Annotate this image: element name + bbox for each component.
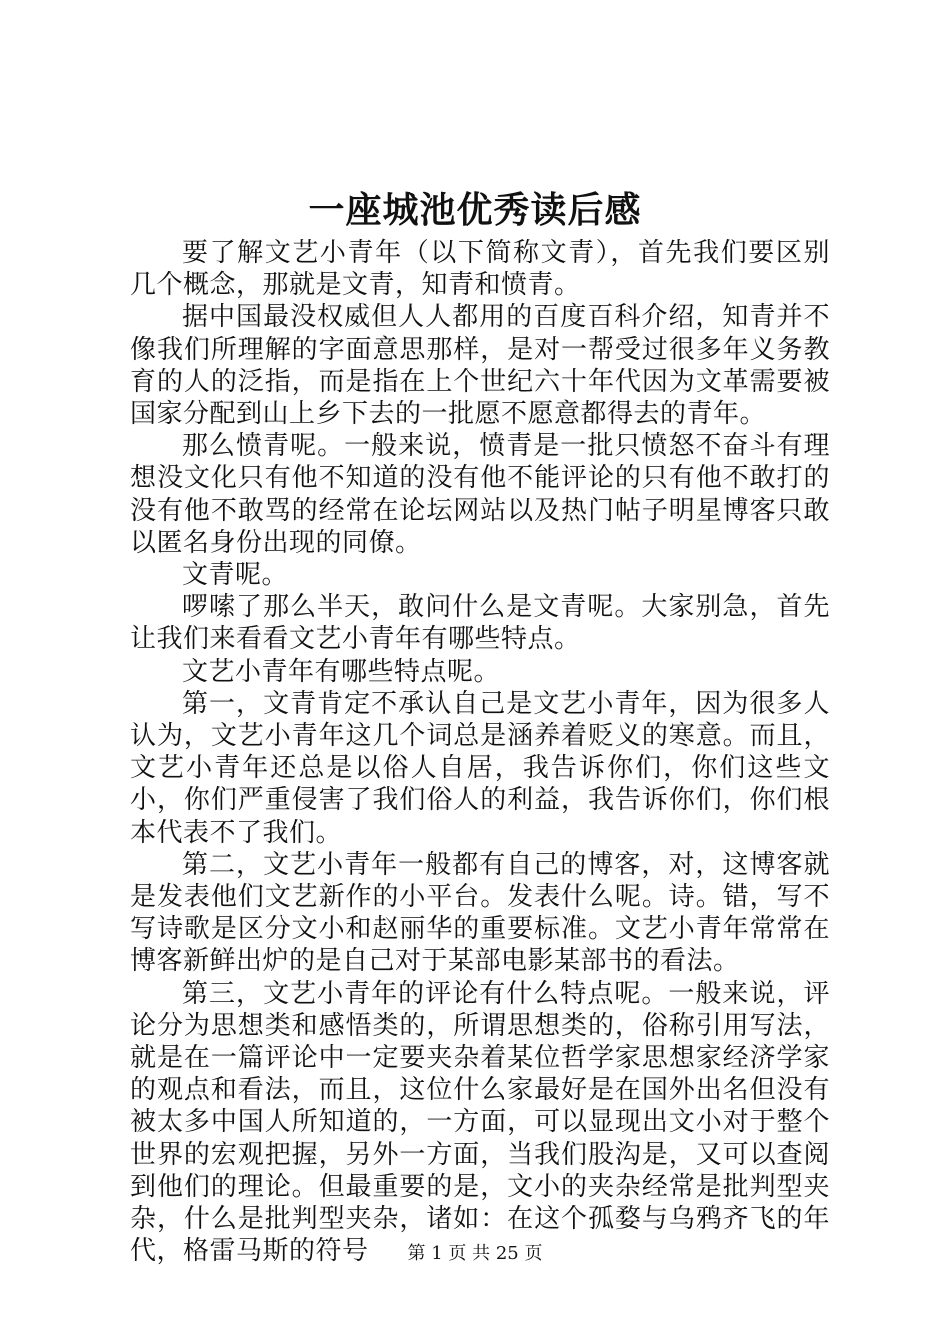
- paragraph: 第二，文艺小青年一般都有自己的博客，对，这博客就是发表他们文艺新作的小平台。发表什么呢。诗。错，写不写诗歌是区分文小和赵丽华的重要标准。文艺小青年常常在博客新鲜出炉的是自己对于某部电影某部书的看法。: [130, 849, 830, 977]
- paragraph: 那么愤青呢。一般来说，愤青是一批只愤怒不奋斗有理想没文化只有他不知道的没有他不能评论的只有他不敢打的没有他不敢骂的经常在论坛网站以及热门帖子明星博客只敢以匿名身份出现的同僚。: [130, 431, 830, 558]
- paragraph: 啰嗦了那么半天，敢问什么是文青呢。大家别急，首先让我们来看看文艺小青年有哪些特点。: [130, 592, 830, 655]
- paragraph: 要了解文艺小青年（以下简称文青），首先我们要区别几个概念，那就是文青，知青和愤青。: [130, 238, 830, 301]
- page-number-footer: 第 1 页 共 25 页: [407, 1243, 543, 1264]
- paragraph: 文青呢。: [182, 560, 289, 591]
- paragraph: 第三，文艺小青年的评论有什么特点呢。一般来说，评论分为思想类和感悟类的，所谓思想类的，俗称引用写法，就是在一篇评论中一定要夹杂着某位哲学家思想家经济学家的观点和看法，而且，这位什么家最好是在国外出名但没有被太多中国人所知道的，一方面，可以显现出文小对于整个世界的宏观把握，另外一方面，当我们股沟是，又可以查阅到他们的理论。但最重要的是，文小的夹杂经常是批判型夹杂，什么是批判型夹杂，诸如：在这个孤婺与乌鸦齐飞的年代，格雷马斯的符号: [130, 978, 830, 1267]
- paragraph: 第一，文青肯定不承认自己是文艺小青年，因为很多人认为，文艺小青年这几个词总是涵养着贬义的寒意。而且，文艺小青年还总是以俗人自居，我告诉你们，你们这些文小，你们严重侵害了我们俗人的利益，我告诉你们，你们根本代表不了我们。: [130, 688, 830, 848]
- document-body: [130, 237, 830, 1268]
- document-title: 一座城池优秀读后感: [308, 189, 642, 231]
- paragraph: 据中国最没权威但人人都用的百度百科介绍，知青并不像我们所理解的字面意思那样，是对一帮受过很多年义务教育的人的泛指，而是指在上个世纪六十年代因为文革需要被国家分配到山上乡下去的一批愿不愿意都得去的青年。: [130, 302, 830, 430]
- paragraph: 文艺小青年有哪些特点呢。: [182, 656, 501, 687]
